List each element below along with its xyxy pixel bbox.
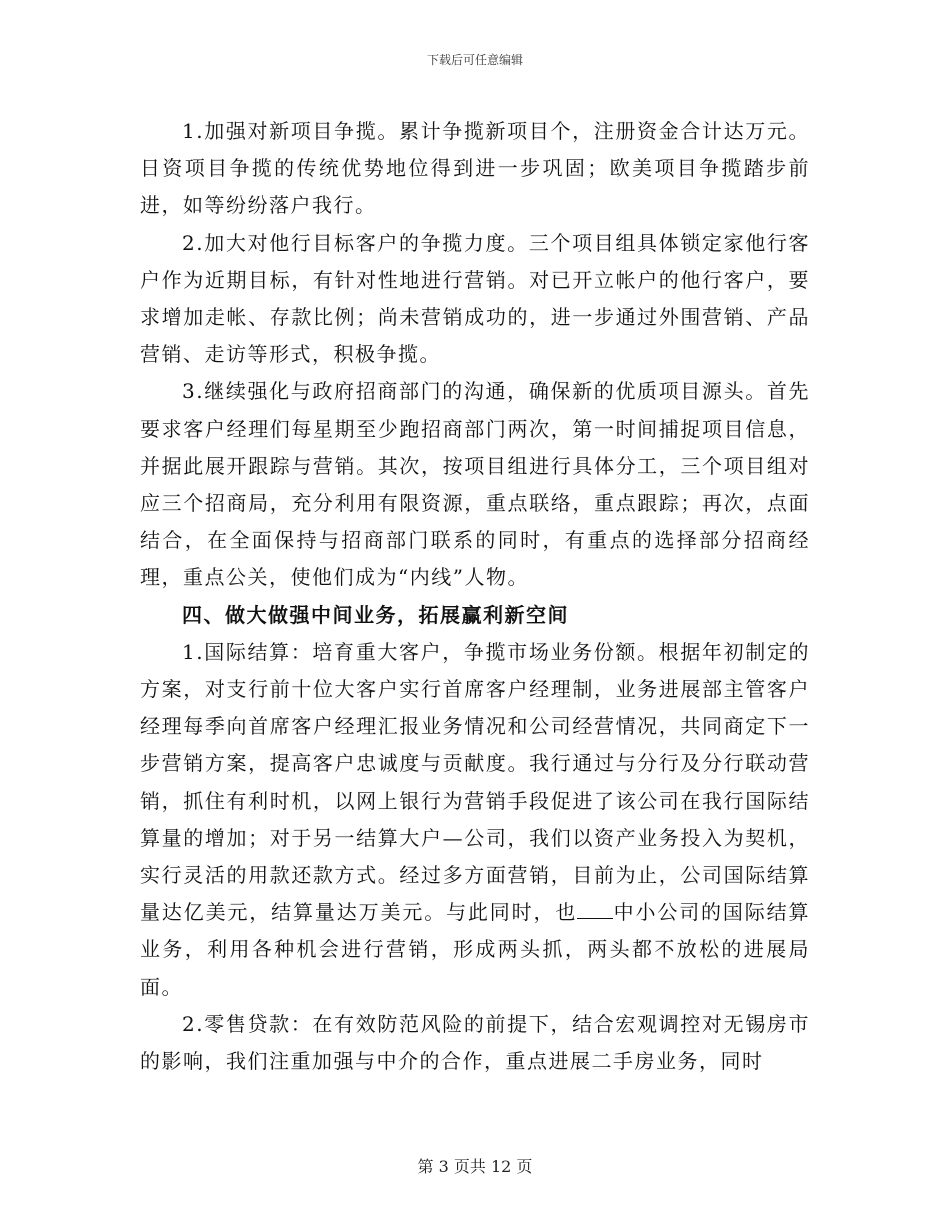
fill-in-blank xyxy=(577,900,613,919)
page-header-note: 下载后可任意编辑 xyxy=(426,53,523,67)
paragraph-investment-agencies: 3.继续强化与政府招商部门的沟通，确保新的优质项目源头。首先要求客户经理们每星期至少跑招商部门两次，第一时间捕捉项目信息，并据此展开跟踪与营销。其次，按项目组进行具体分工，三个项目组对应三个招商局，充分利用有限资源，重点联络，重点跟踪；再次，点面结合，在全面保持与招商部门联系的同时，有重点的选择部分招商经理，重点公关，使他们成为“内线”人物。 xyxy=(140,379,810,590)
paragraph-intl-settlement xyxy=(140,634,810,1006)
paragraph-new-projects: 1.加强对新项目争揽。累计争揽新项目个，注册资金合计达万元。日资项目争揽的传统优势地位得到进一步巩固；欧美项目争揽踏步前进，如等纷纷落户我行。 xyxy=(140,119,810,218)
document-body xyxy=(140,113,810,1080)
page-number: 第 3 页共 12 页 xyxy=(417,1157,533,1176)
intl-settlement-text-before: 1.国际结算：培育重大客户，争揽市场业务份额。根据年初制定的方案，对支行前十位大客户实行首席客户经理制，业务进展部主管客户经理每季向首席客户经理汇报业务情况和公司经营情况，共同商定下一步营销方案，提高客户忠诚度与贡献度。我行通过与分行及分行联动营销，抓住有利时机，以网上银行为营销手段促进了该公司在我行国际结算量的增加；对于另一结算大户—公司，我们以资产业务投入为契机，实行灵活的用款还款方式。经过多方面营销，目前为止，公司国际结算量达亿美元，结算量达万美元。与此同时，也 xyxy=(140,639,810,925)
section-heading: 四、做大做强中间业务，拓展赢利新空间 xyxy=(182,602,569,627)
paragraph-retail-loans: 2.零售贷款：在有效防范风险的前提下，结合宏观调控对无锡房市的影响，我们注重加强与中介的合作，重点进展二手房业务，同时 xyxy=(140,1011,810,1074)
paragraph-competitor-clients: 2.加大对他行目标客户的争揽力度。三个项目组具体锁定家他行客户作为近期目标，有针对性地进行营销。对已开立帐户的他行客户，要求增加走帐、存款比例；尚未营销成功的，进一步通过外围营销、产品营销、走访等形式，积极争揽。 xyxy=(140,230,810,367)
intl-settlement-text-after: 中小公司的国际结算业务，利用各种机会进行营销，形成两头抓，两头都不放松的进展局面。 xyxy=(140,900,811,999)
